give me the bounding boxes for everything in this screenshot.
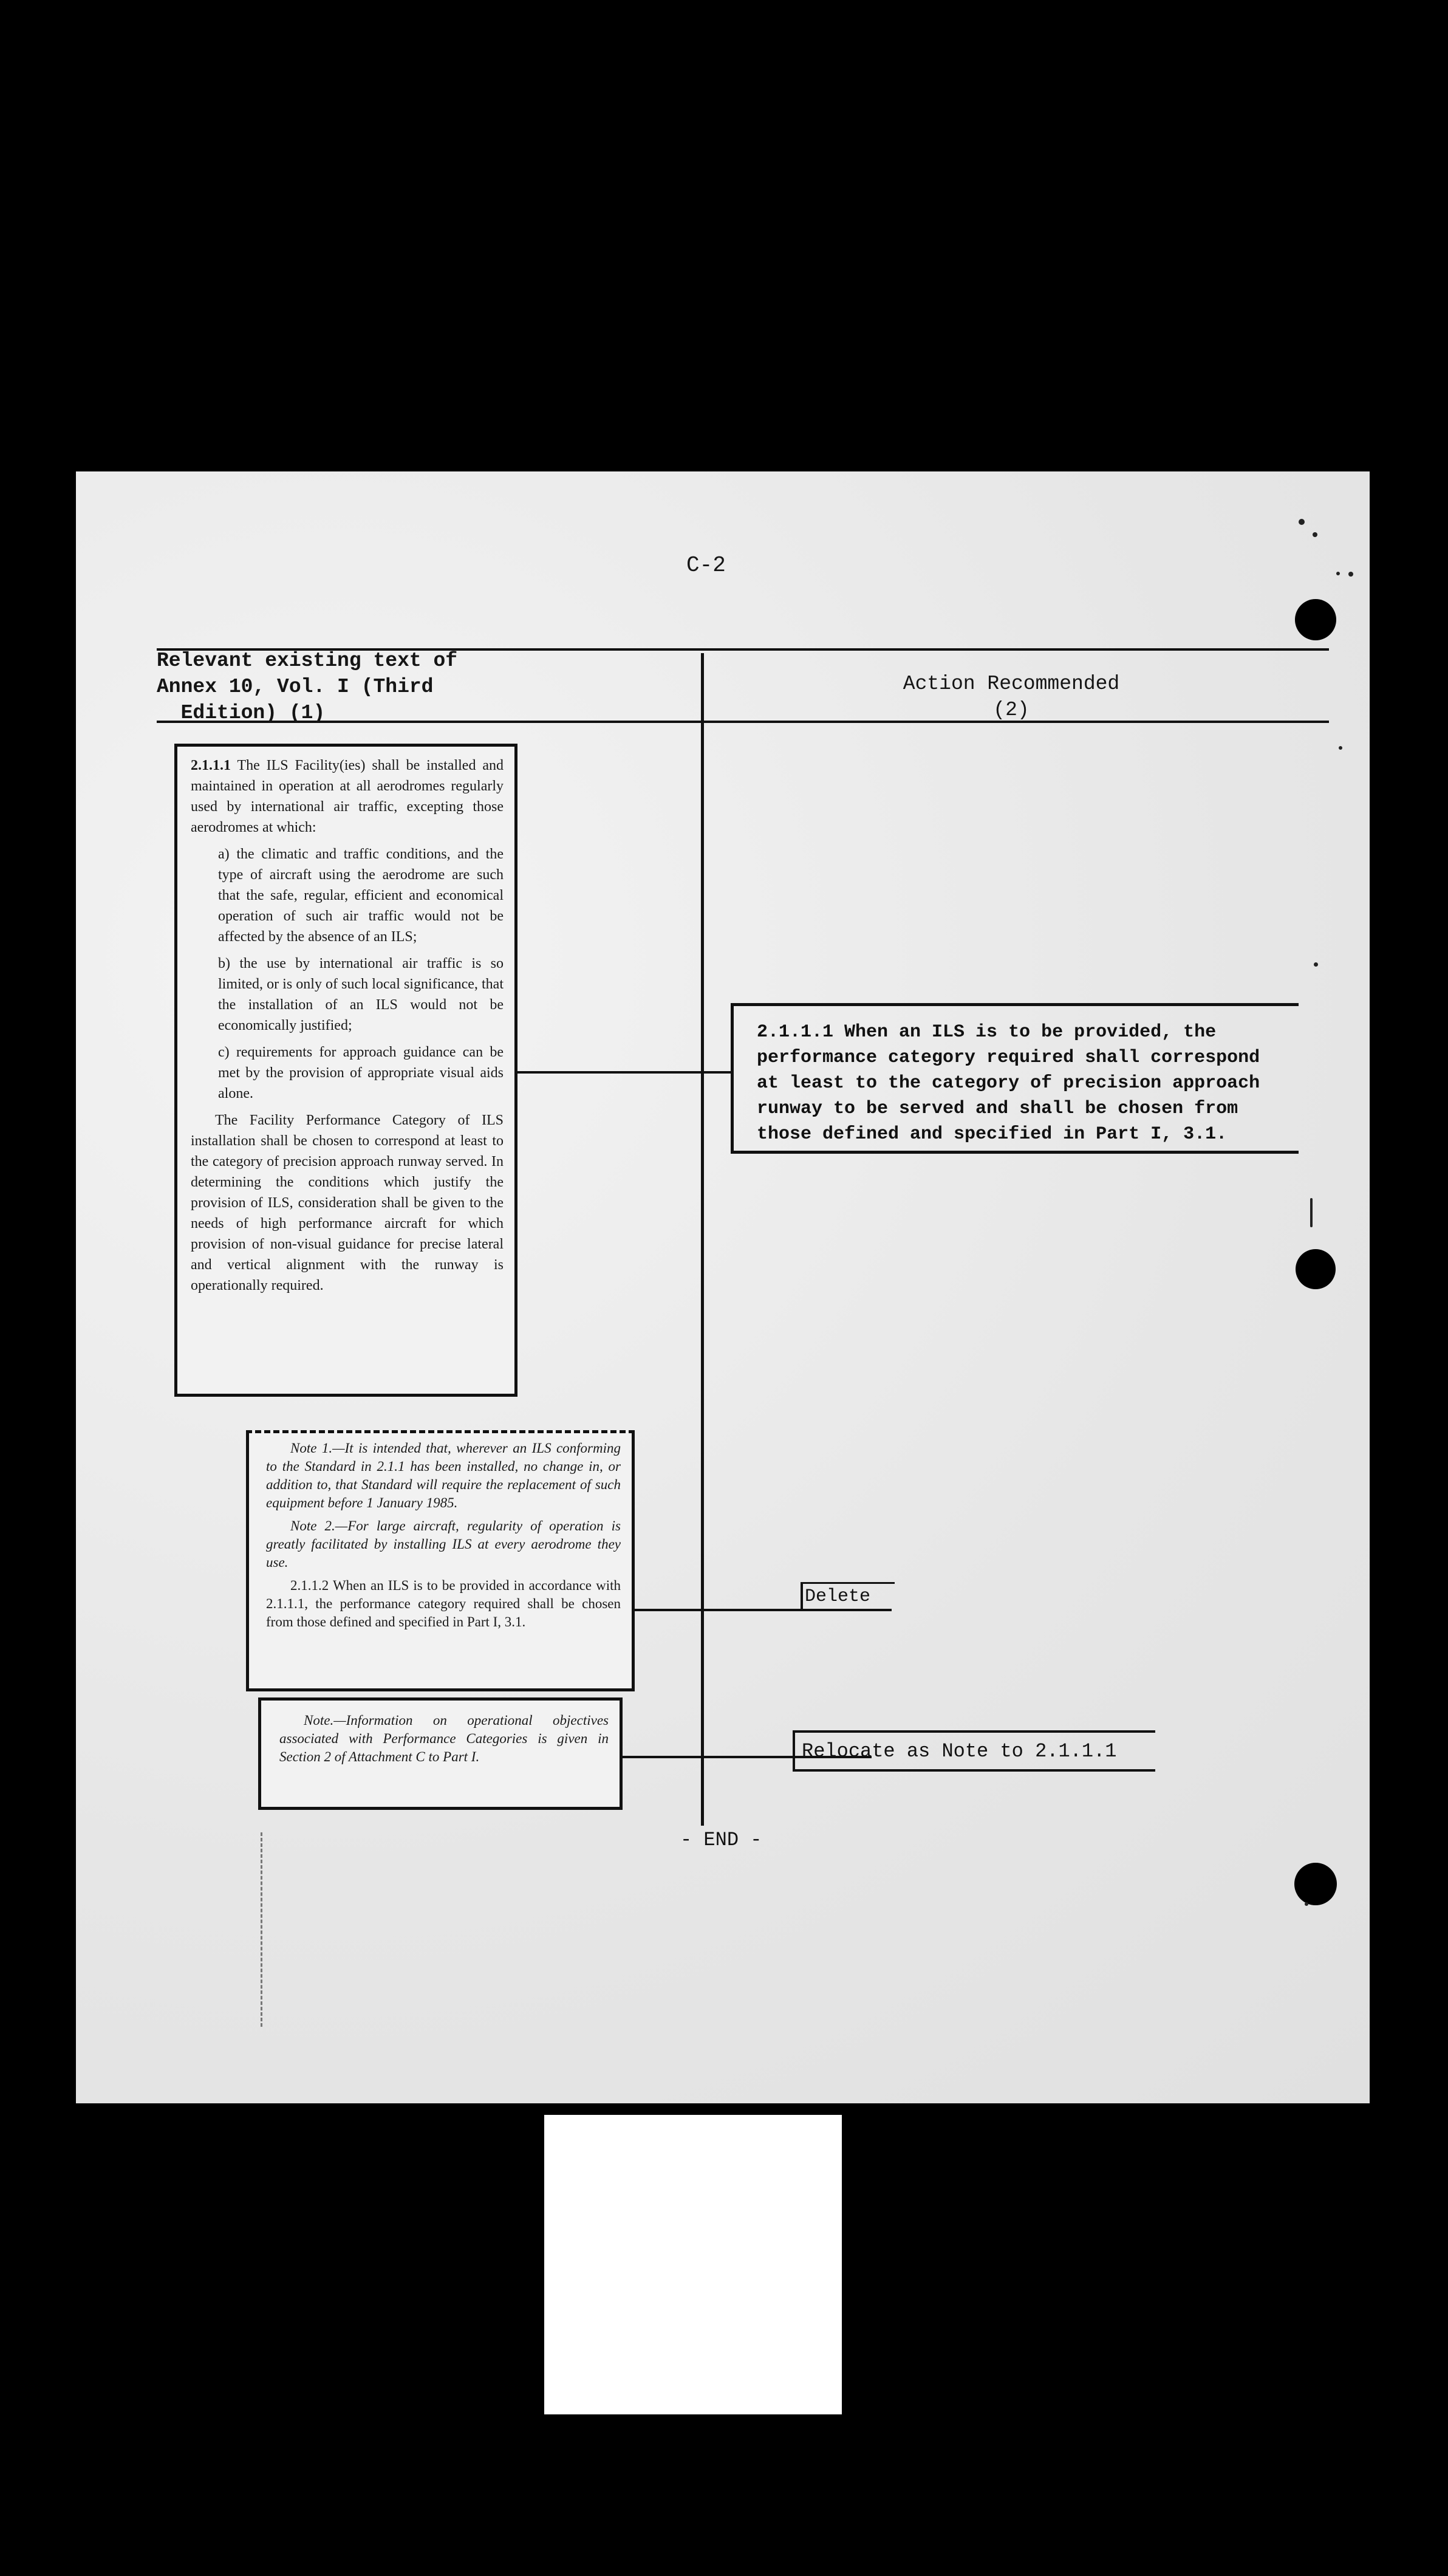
end-marker: - END - [680,1829,762,1851]
box1-intro: The ILS Facility(ies) shall be installed and maintained in operation at all aerodromes regularly used by international air traffic, excepting those aerodromes at which: [191,758,504,835]
document-page [76,471,1370,2103]
box2-para [266,1577,621,1631]
speck [1336,572,1340,575]
speck [1348,572,1353,577]
delete-bracket-left [801,1582,803,1611]
page-number: C-2 [686,553,726,578]
punch-hole-bottom [1294,1863,1337,1905]
action-box-1: 2.1.1.1 When an ILS is to be provided, the performance category required shall correspond at least to the category of precision approach runway to be served and shall be chosen from those defined and specified in Part I, 3.1. [731,1003,1299,1154]
box3-note: Note.—Information on operational objectives associated with Performance Categories is given in Section 2 of Attachment C to Part I. [279,1713,609,1764]
relocate-bracket-top [793,1730,1155,1733]
box1-closing: The Facility Performance Category of ILS installation shall be chosen to correspond at least to the category of precision approach runway served. In determining the conditions which justify the provision of ILS, consideration shall be given to the needs of high performance aircraft for which provision of non-visual guidance for precise lateral and vertical alignment with the runway is operationally required. [191,1112,504,1293]
left-margin-dash [261,1832,262,2027]
column2-header: Action Recommended (2) [903,673,1120,721]
speck [1314,962,1318,967]
action-delete: Delete [805,1586,871,1607]
box2-note1: Note 1.—It is intended that, wherever an ILS conforming to the Standard in 2.1.1 has been installed, no change in, or addition to, that Standard will require the replacement of such equipment before 1 January 1985. [266,1440,621,1510]
punch-hole-middle [1296,1249,1336,1289]
box1-item-b: b) the use by international air traffic is so limited, or is only of such local significance, that the installation of an ILS would not be economically justified; [218,956,504,1033]
speck [1313,532,1317,537]
delete-underline [801,1609,892,1611]
existing-text-box-2 [246,1430,635,1691]
column1-header: Relevant existing text of Annex 10, Vol. I (Third Edition) (1) [157,649,458,724]
relocate-bracket-left [793,1730,795,1772]
speck [1310,1198,1313,1227]
box2-para-number: 2.1.1.2 [290,1578,329,1593]
box2-para-text: When an ILS is to be provided in accordance with 2.1.1.1, the performance category required shall be chosen from those defined and specified in Part I, 3.1. [266,1578,621,1629]
box1-heading: 2.1.1.1 [191,758,231,773]
existing-text-box-3 [258,1697,623,1810]
white-card [544,2115,842,2414]
relocate-bracket-bottom [793,1769,1155,1772]
delete-bracket-top [801,1582,895,1584]
speck [1299,519,1305,525]
box1-intro-para [191,755,504,838]
box1-item-a: a) the climatic and traffic conditions, and the type of aircraft using the aerodrome are such that the safe, regular, efficient and economical operation of such air traffic would not be affected by the absence of an ILS; [218,846,504,945]
speck [1339,746,1342,750]
box2-note2: Note 2.—For large aircraft, regularity of operation is greatly facilitated by installing ILS at every aerodrome they use. [266,1518,621,1570]
punch-hole-top [1295,599,1336,640]
column-divider [701,653,704,1826]
action-relocate: Relocate as Note to 2.1.1.1 [802,1740,1117,1762]
connector-1 [517,1071,731,1074]
speck [1305,1902,1308,1906]
existing-text-box-1 [174,744,517,1397]
box1-item-c: c) requirements for approach guidance can be met by the provision of appropriate visual aids alone. [218,1044,504,1101]
